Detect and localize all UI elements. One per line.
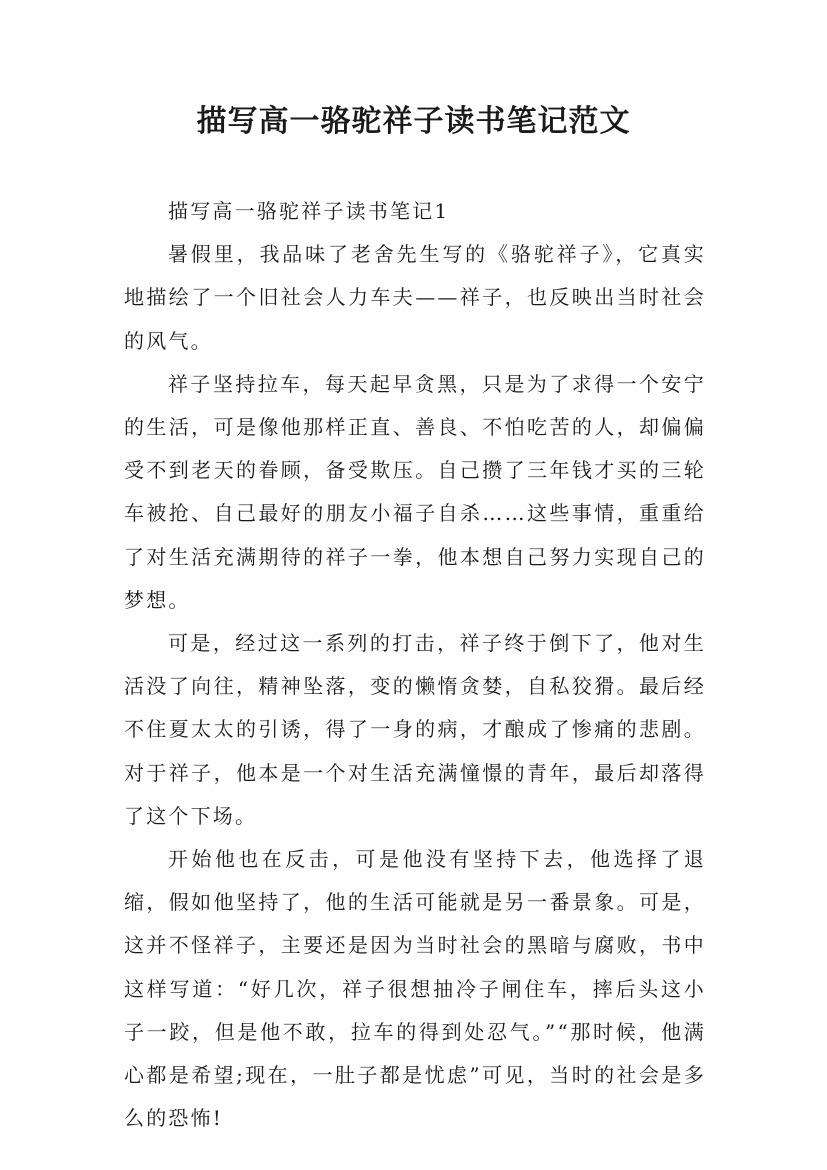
section-heading: 描写高一骆驼祥子读书笔记1 <box>168 199 450 223</box>
paragraph-3: 可是，经过这一系列的打击，祥子终于倒下了，他对生活没了向往，精神坠落，变的懒惰贪婪，自私狡猾。最后经不住夏太太的引诱，得了一身的病，才酿成了惨痛的悲剧。对于祥子，他本是一个对生活充满憧憬的青年，最后却落得了这个下场。 <box>124 631 706 828</box>
paragraph-1: 暑假里，我品味了老舍先生写的《骆驼祥子》，它真实地描绘了一个旧社会人力车夫——祥子，也反映出当时社会的风气。 <box>124 242 706 353</box>
document-body <box>124 190 706 1140</box>
paragraph-4: 开始他也在反击，可是他没有坚持下去，他选择了退缩，假如他坚持了，他的生活可能就是另一番景象。可是，这并不怪祥子，主要还是因为当时社会的黑暗与腐败，书中这样写道：“好几次，祥子很想抽冷子闸住车，摔后头这小子一跤，但是他不敢，拉车的得到处忍气。”“那时候，他满心都是希望;现在，一肚子都是忧虑”可见，当时的社会是多么的恐怖! <box>124 847 706 1131</box>
document-title: 描写高一骆驼祥子读书笔记范文 <box>196 104 631 139</box>
paragraph-2: 祥子坚持拉车，每天起早贪黑，只是为了求得一个安宁的生活，可是像他那样正直、善良、不怕吃苦的人，却偏偏受不到老天的眷顾，备受欺压。自己攒了三年钱才买的三轮车被抢、自己最好的朋友小福子自杀……这些事情，重重给了对生活充满期待的祥子一拳，他本想自己努力实现自己的梦想。 <box>124 371 706 612</box>
